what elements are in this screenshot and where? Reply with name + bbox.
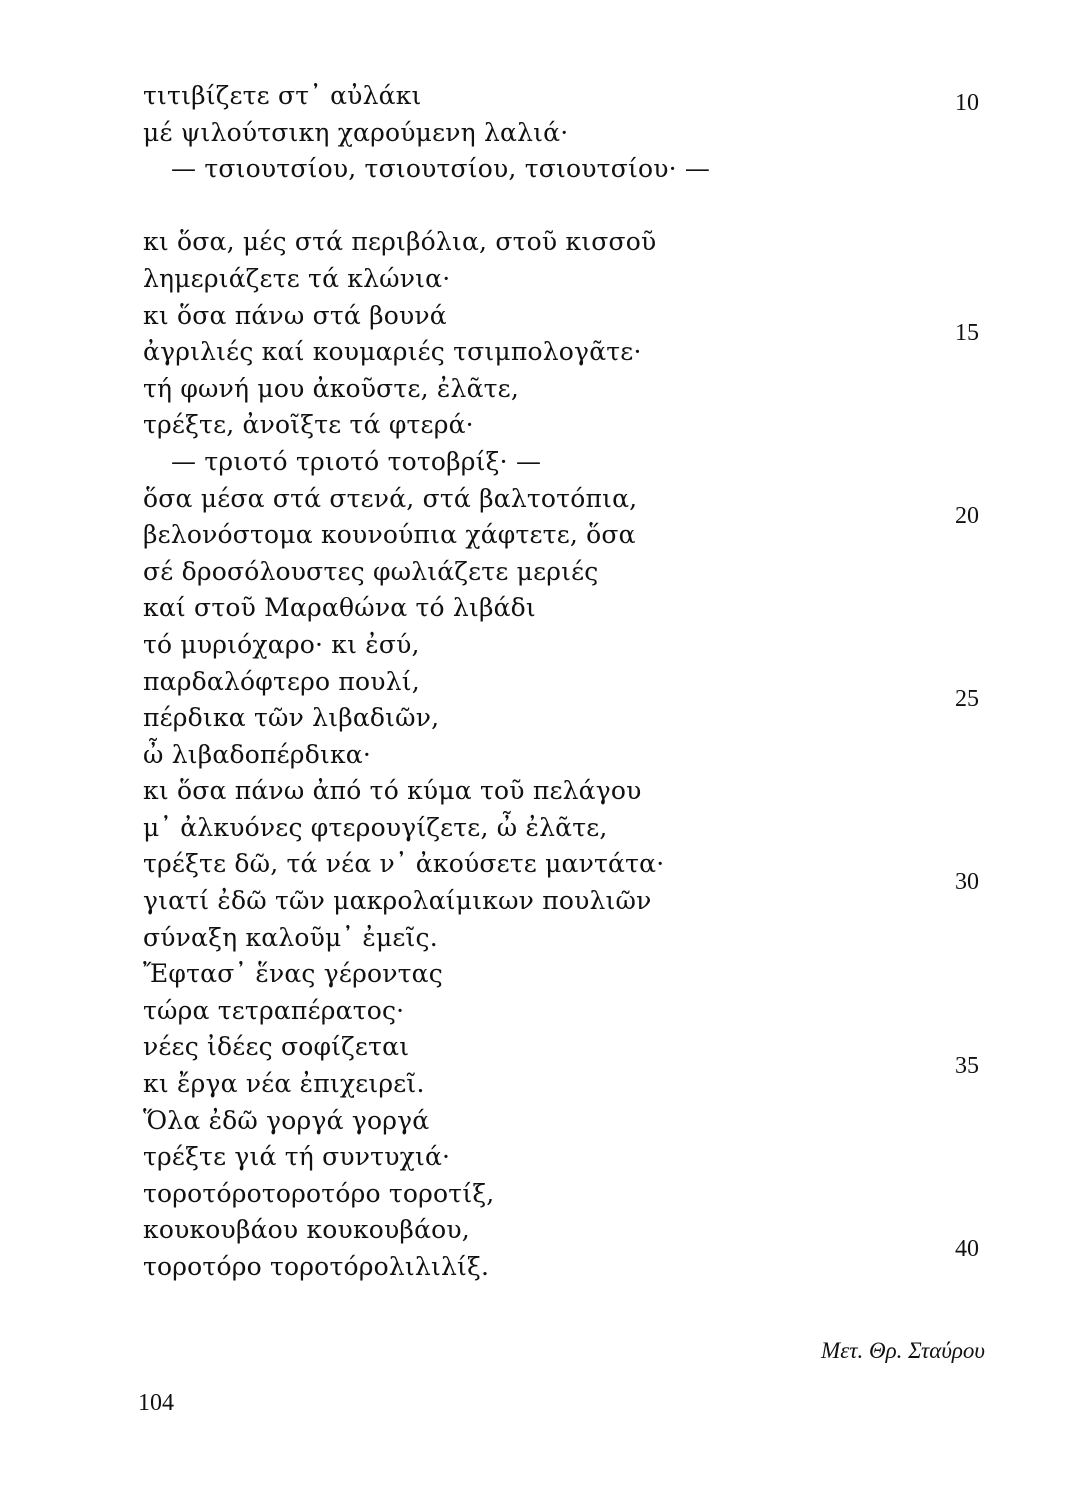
stanza-break (143, 188, 923, 225)
poem-line: τοροτόρο τοροτόρολιλιλίξ. (143, 1252, 490, 1281)
poem-line: — τσιουτσίου, τσιουτσίου, τσιουτσίου· — (171, 154, 711, 184)
poem-line: τιτιβίζετε στ᾽ αὐλάκι (143, 81, 422, 110)
poem-line: κι ὅσα πάνω ἀπό τό κύμα τοῦ πελάγου (143, 776, 642, 806)
poem-line: ἀγριλιές καί κουμαριές τσιμπολογᾶτε· (143, 337, 642, 367)
page-number: 104 (138, 1390, 174, 1416)
line-number: 25 (955, 686, 979, 712)
poem-line: ὦ λιβαδοπέρδικα· (143, 739, 372, 769)
poem-line: καί στοῦ Μαραθώνα τό λιβάδι (143, 593, 536, 623)
line-number: 15 (955, 320, 979, 346)
poem-text (143, 78, 923, 1286)
poem-line: σέ δροσόλουστες φωλιάζετε μεριές (143, 556, 599, 586)
poem-line: τοροτόροτοροτόρο τοροτίξ, (143, 1178, 495, 1208)
poem-line: τρέξτε, ἀνοῖξτε τά φτερά· (143, 410, 474, 440)
poem-line: κι ὅσα, μές στά περιβόλια, στοῦ κισσοῦ (143, 227, 657, 257)
line-number: 30 (955, 869, 979, 895)
poem-line: ὅσα μέσα στά στενά, στά βαλτοτόπια, (143, 483, 638, 513)
poem-line: τρέξτε γιά τή συντυχιά· (143, 1142, 451, 1172)
poem-line: κουκουβάου κουκουβάου, (143, 1215, 470, 1245)
poem-line: σύναξη καλοῦμ᾽ ἐμεῖς. (143, 922, 438, 952)
translator-credit: Μετ. Θρ. Σταύρου (821, 1338, 985, 1363)
poem-line: τή φωνή μου ἀκοῦστε, ἐλᾶτε, (143, 373, 519, 403)
poem-line: μέ ψιλούτσικη χαρούμενη λαλιά· (143, 117, 569, 147)
poem-line: παρδαλόφτερο πουλί, (143, 666, 420, 696)
poem-line: τρέξτε δῶ, τά νέα ν᾽ ἀκούσετε μαντάτα· (143, 849, 665, 879)
poem-line: κι ὅσα πάνω στά βουνά (143, 300, 447, 330)
line-number: 10 (955, 90, 979, 116)
line-number: 35 (955, 1053, 979, 1079)
poem-line: Ἔφτασ᾽ ἕνας γέροντας (143, 959, 443, 989)
poem-line: κι ἔργα νέα ἐπιχειρεῖ. (143, 1069, 425, 1099)
poem-line: λημεριάζετε τά κλώνια· (143, 263, 451, 293)
poem-line: Ὅλα ἐδῶ γοργά γοργά (143, 1105, 430, 1135)
poem-line: γιατί ἐδῶ τῶν μακρολαίμικων πουλιῶν (143, 886, 652, 916)
poem-line: τώρα τετραπέρατος· (143, 995, 405, 1025)
poem-line: πέρδικα τῶν λιβαδιῶν, (143, 703, 440, 733)
poem-line: — τριοτό τριοτό τοτοβρίξ· — (171, 446, 542, 476)
poem-line: βελονόστομα κουνούπια χάφτετε, ὅσα (143, 520, 636, 550)
poem-line: τό μυριόχαρο· κι ἐσύ, (143, 629, 420, 659)
poem-line: νέες ἰδέες σοφίζεται (143, 1032, 410, 1062)
line-number: 20 (955, 503, 979, 529)
line-number: 40 (955, 1236, 979, 1262)
poem-line: μ᾽ ἀλκυόνες φτερουγίζετε, ὦ ἐλᾶτε, (143, 812, 608, 842)
